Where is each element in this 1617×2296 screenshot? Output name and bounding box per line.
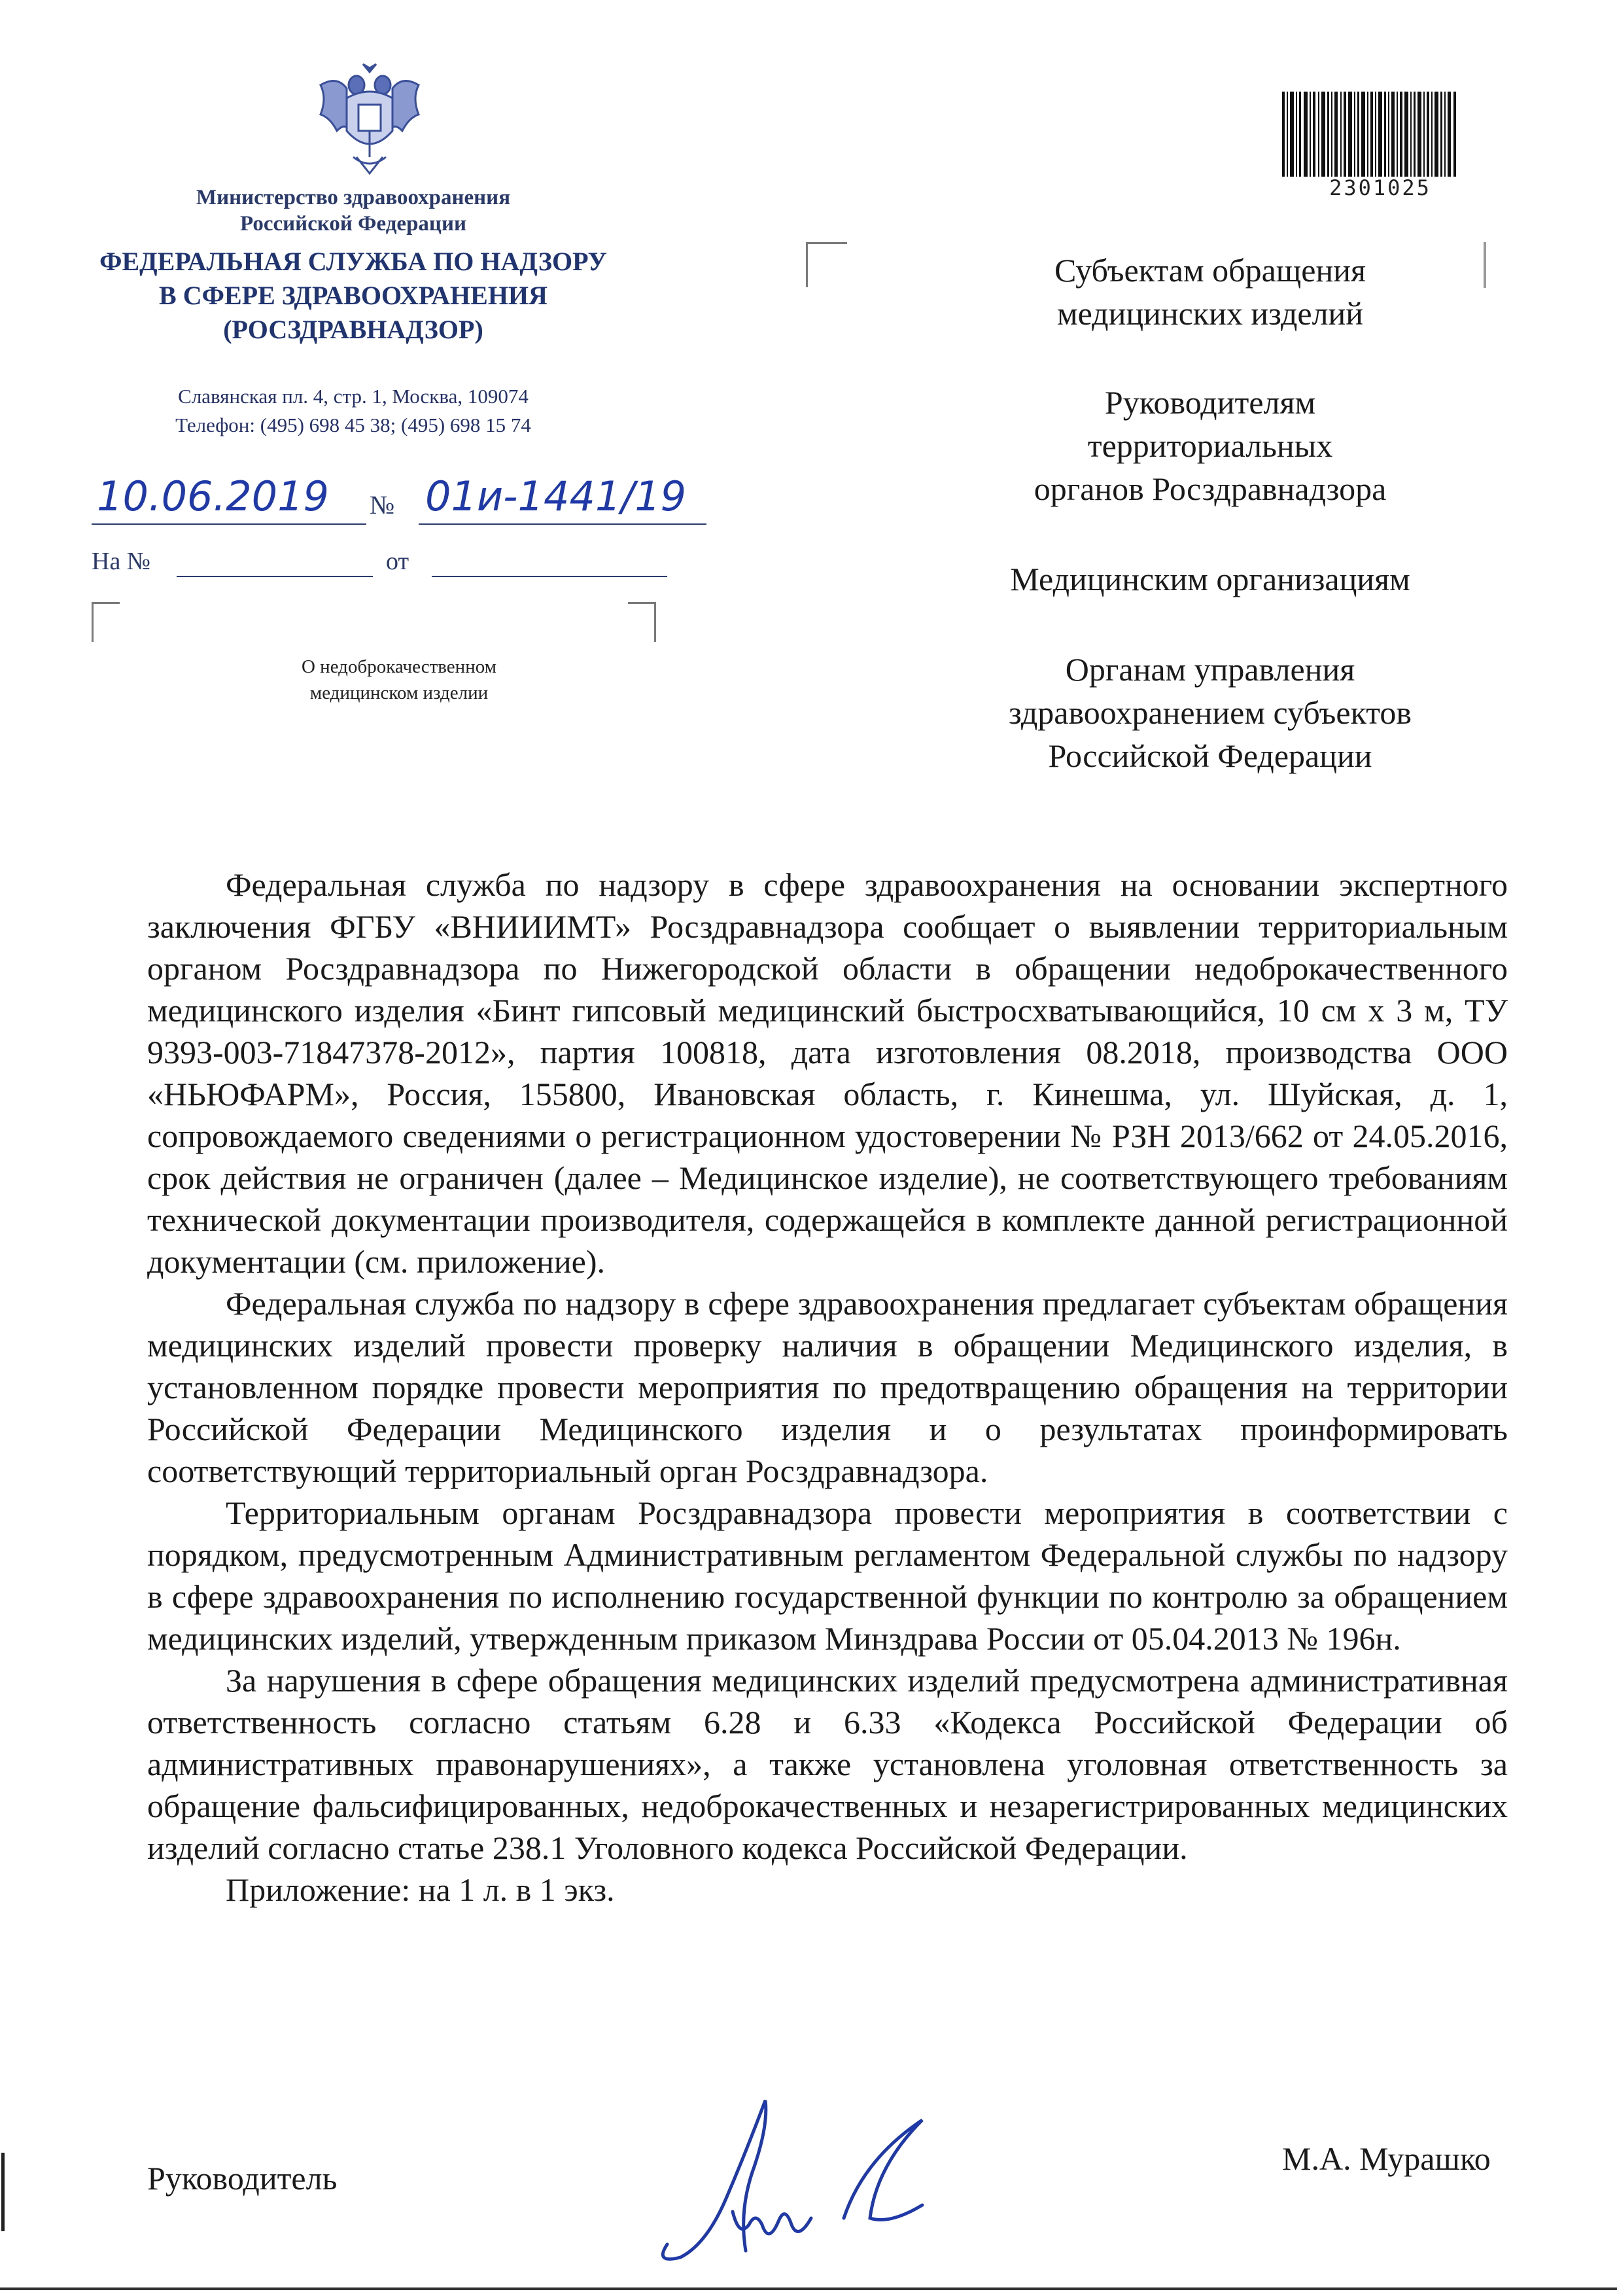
signature-icon	[628, 2081, 942, 2277]
recipient-4-line1: Органам управления	[1065, 651, 1355, 688]
ministry-name-line2: Российской Федерации	[240, 212, 466, 236]
number-label: №	[370, 490, 395, 520]
recipient-2-line1: Руководителям	[1104, 384, 1316, 421]
signatory-position: Руководитель	[147, 2160, 338, 2197]
subject-line2: медицинском изделии	[309, 682, 489, 703]
service-name-line2: В СФЕРЕ ЗДРАВООХРАНЕНИЯ	[159, 281, 548, 310]
recipient-4-line3: Российской Федерации	[1048, 737, 1372, 774]
barcode-icon	[1282, 92, 1459, 177]
ministry-name-line1: Министерство здравоохранения	[196, 186, 511, 209]
attachment-note: Приложение: на 1 л. в 1 экз.	[226, 1871, 615, 1908]
reply-date-line	[432, 576, 667, 577]
body-paragraph-2: Федеральная служба по надзору в сфере здравоохранения предлагает субъектам обращения медицинских изделий провести проверку наличия в обращении Медицинского изделия, в установленном порядке провести мероприятия по предотвращению обращения на территории Российской Федерации Медицинского изделия и о результатах проинформировать соответствующий территориальный орган Росздравнадзора.	[147, 1285, 1508, 1489]
document-number: 01и-1441/19	[425, 472, 687, 520]
corner-mark-right	[628, 602, 656, 642]
body-paragraph-3: Территориальным органам Росздравнадзора провести мероприятия в соответствии с порядком, предусмотренным Административным регламентом Федеральной службы по надзору в сфере здравоохранения по исполнению государственной функции по контролю за обращением медицинских изделий, утвержденным приказом Минздрава России от 05.04.2013 № 196н.	[147, 1494, 1508, 1657]
subject-line1: О недоброкачественном	[301, 656, 497, 677]
body-paragraph-4: За нарушения в сфере обращения медицинских изделий предусмотрена административная ответственность согласно статьям 6.28 и 6.33 «Кодекса Российской Федерации об административных правонарушениях», а также установлена уголовная ответственность за обращение фальсифицированных, недоброкачественных и незарегистрированных медицинских изделий согласно статье 238.1 Уголовного кодекса Российской Федерации.	[147, 1662, 1508, 1866]
recipient-1-line2: медицинских изделий	[1056, 295, 1364, 332]
service-name-line3: (РОСЗДРАВНАДЗОР)	[223, 315, 483, 344]
corner-mark-recipient	[806, 242, 847, 287]
address-line: Славянская пл. 4, стр. 1, Москва, 109074	[178, 385, 529, 408]
number-line	[419, 523, 706, 525]
margin-mark-left	[1, 2153, 5, 2231]
reply-number-label: На №	[92, 548, 151, 575]
barcode-number: 2301025	[1329, 175, 1431, 200]
letter-body	[147, 864, 1508, 1911]
recipient-1-line1: Субъектам обращения	[1054, 252, 1366, 289]
recipient-3-line1: Медицинским организациям	[1010, 561, 1410, 597]
corner-mark-left	[92, 602, 120, 642]
body-paragraph-1: Федеральная служба по надзору в сфере здравоохранения на основании экспертного заключения ФГБУ «ВНИИИМТ» Росздравнадзора сообщает о выявлении территориальным органом Росздравнадзора по Нижегородской области в обращении недоброкачественного медицинского изделия «Бинт гипсовый медицинский быстросхватывающийся, 10 см х 3 м, ТУ 9393-003-71847378-2012», партия 100818, дата изготовления 08.2018, производства ООО «НЬЮФАРМ», Россия, 155800, Ивановская область, г. Кинешма, ул. Шуйская, д. 1, сопровождаемого сведениями о регистрационном удостоверении № РЗН 2013/662 от 24.05.2016, срок действия не ограничен (далее – Медицинское изделие), не соответствующего требованиям технической документации производителя, содержащейся в комплекте данной регистрационной документации (см. приложение).	[147, 866, 1508, 1280]
date-line	[92, 523, 366, 525]
reply-date-label: от	[386, 548, 409, 575]
scan-edge	[0, 2287, 1617, 2290]
reply-number-line	[177, 576, 373, 577]
recipient-2-line3: органов Росздравнадзора	[1034, 470, 1387, 507]
coat-of-arms-icon	[307, 59, 432, 190]
recipient-4-line2: здравоохранением субъектов	[1008, 694, 1412, 731]
signatory-name: М.А. Мурашко	[1282, 2140, 1491, 2177]
service-name-line1: ФЕДЕРАЛЬНАЯ СЛУЖБА ПО НАДЗОРУ	[99, 247, 607, 276]
document-date: 10.06.2019	[97, 472, 329, 520]
phone-line: Телефон: (495) 698 45 38; (495) 698 15 74	[175, 414, 531, 436]
recipient-2-line2: территориальных	[1087, 427, 1333, 464]
